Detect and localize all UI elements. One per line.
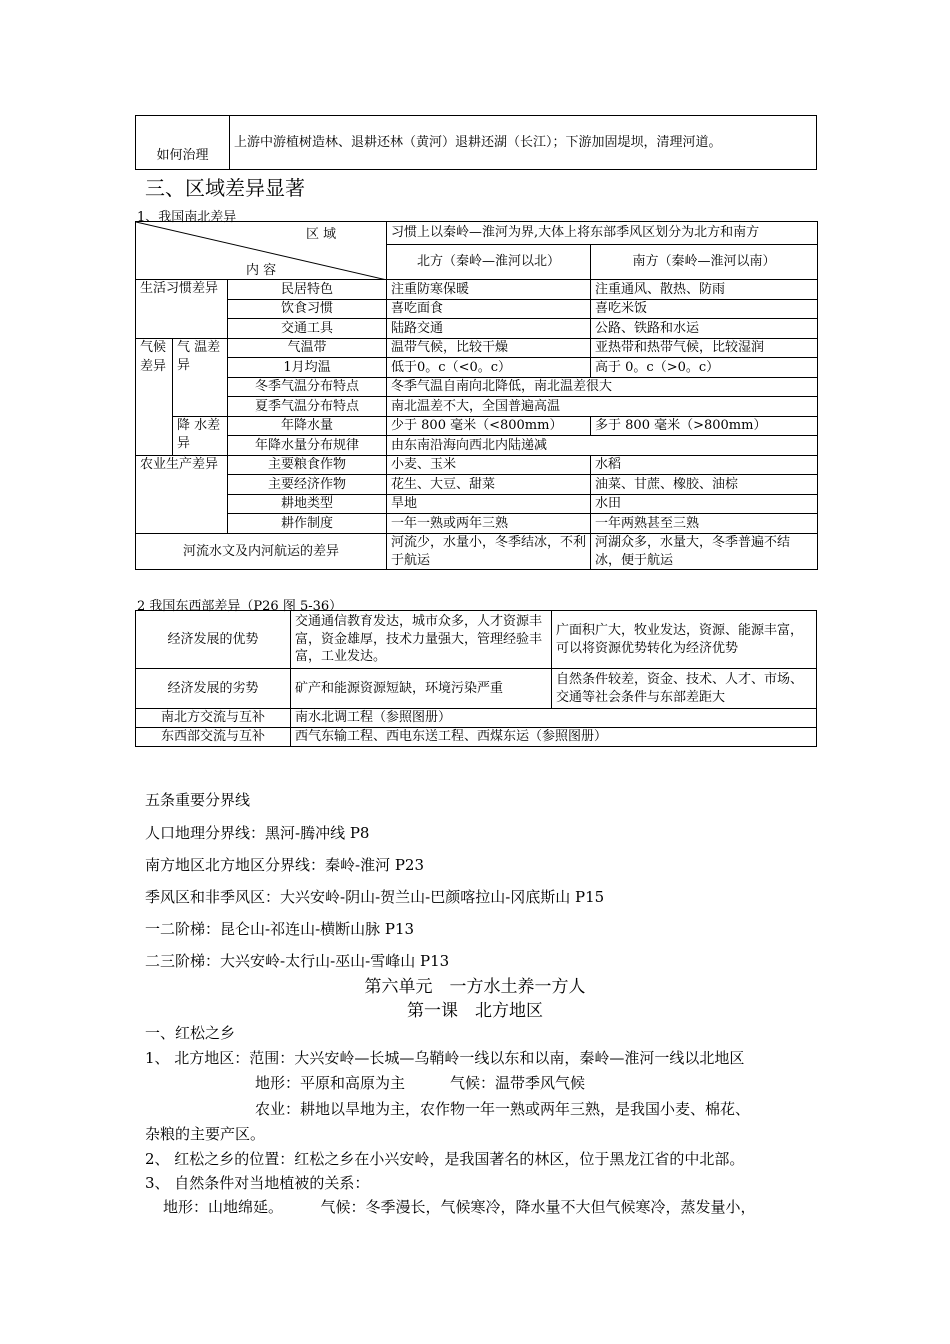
row-south: 高于 0。c（>0。c） xyxy=(591,358,818,378)
row-item: 耕作制度 xyxy=(228,514,387,534)
subtitle-east-west: 2 我国东西部差异（P26 图 5-36） xyxy=(137,599,343,614)
row-item: 饮食习惯 xyxy=(228,300,387,319)
boundary-line: 季风区和非季风区：大兴安岭-阴山-贺兰山-巴颜喀拉山-冈底斯山 P15 xyxy=(145,888,605,906)
ew-east: 交通通信教育发达，城市众多，人才资源丰富，资金雄厚，技术力量强大，管理经验丰富，工业发达。 xyxy=(291,611,552,669)
group-agriculture: 农业生产差异 xyxy=(136,456,228,534)
header-content: 内 容 xyxy=(246,263,277,278)
row-span: 冬季气温自南向北降低，南北温差很大 xyxy=(387,378,818,397)
boundary-line: 二三阶梯：大兴安岭-太行山-巫山-雪峰山 P13 xyxy=(145,952,450,970)
row-item: 年降水量分布规律 xyxy=(228,436,387,456)
row-span: 由东南沿海向西北内陆递减 xyxy=(387,436,818,456)
row-south: 水稻 xyxy=(591,456,818,475)
section-title: 三、区域差异显著 xyxy=(145,176,305,200)
river-south: 河湖众多，水量大，冬季普遍不结冰，便于航运 xyxy=(591,534,818,570)
paragraph: 2、 红松之乡的位置：红松之乡在小兴安岭，是我国著名的林区，位于黑龙江省的中北部。 xyxy=(145,1150,745,1168)
row-south: 喜吃米饭 xyxy=(591,300,818,319)
header-region: 区 域 xyxy=(306,227,337,242)
row-north: 小麦、玉米 xyxy=(387,456,591,475)
paragraph: 地形：山地绵延。 气候：冬季漫长，气候寒冷，降水量不大但气候寒冷，蒸发量小， xyxy=(163,1198,756,1216)
boundary-line: 人口地理分界线：黑河-腾冲线 P8 xyxy=(145,824,370,842)
row-north: 少于 800 毫米（<800mm） xyxy=(387,417,591,436)
boundary-line: 一二阶梯：昆仑山-祁连山-横断山脉 P13 xyxy=(145,920,415,938)
paragraph: 农业：耕地以旱地为主，农作物一年一熟或两年三熟，是我国小麦、棉花、 xyxy=(255,1100,751,1118)
river-north: 河流少，水量小，冬季结冰，不利于航运 xyxy=(387,534,591,570)
east-west-table xyxy=(135,610,817,747)
river-label: 河流水文及内河航运的差异 xyxy=(136,534,387,570)
ew-label: 经济发展的优势 xyxy=(136,611,291,669)
ew-east: 矿产和能源资源短缺，环境污染严重 xyxy=(291,669,552,709)
governance-value: 上游中游植树造林、退耕还林（黄河）退耕还湖（长江）；下游加固堤坝，清理河道。 xyxy=(230,116,817,170)
group-climate: 气候差异 xyxy=(136,339,173,456)
row-south: 公路、铁路和水运 xyxy=(591,319,818,339)
ew-label: 南北方交流与互补 xyxy=(136,709,291,728)
row-item: 民居特色 xyxy=(228,280,387,300)
ew-label: 东西部交流与互补 xyxy=(136,728,291,747)
row-south: 注重通风、散热、防雨 xyxy=(591,280,818,300)
lesson-title: 第一课 北方地区 xyxy=(407,1001,543,1021)
section-heading: 一、红松之乡 xyxy=(145,1024,236,1042)
header-description: 习惯上以秦岭—淮河为界,大体上将东部季风区划分为北方和南方 xyxy=(387,222,818,245)
paragraph: 1、 北方地区：范围：大兴安岭—长城—乌鞘岭一线以东和以南，秦岭—淮河一线以北地区 xyxy=(145,1049,745,1067)
row-item: 主要粮食作物 xyxy=(228,456,387,475)
sub-temperature: 气 温差异 xyxy=(173,339,228,417)
ew-west: 自然条件较差，资金、技术、人才、市场、交通等社会条件与东部差距大 xyxy=(552,669,817,709)
row-north: 喜吃面食 xyxy=(387,300,591,319)
row-south: 亚热带和热带气候，比较湿润 xyxy=(591,339,818,358)
ew-span: 西气东输工程、西电东送工程、西煤东运（参照图册） xyxy=(291,728,817,747)
sub-precipitation: 降 水差异 xyxy=(173,417,228,456)
row-south: 油菜、甘蔗、橡胶、油棕 xyxy=(591,475,818,495)
header-diagonal-cell xyxy=(136,222,387,280)
governance-label: 如何治理 xyxy=(136,116,230,170)
group-life: 生活习惯差异 xyxy=(136,280,228,339)
row-item: 主要经济作物 xyxy=(228,475,387,495)
ew-west: 广面积广大，牧业发达，资源、能源丰富，可以将资源优势转化为经济优势 xyxy=(552,611,817,669)
ew-label: 经济发展的劣势 xyxy=(136,669,291,709)
row-north: 注重防寒保暖 xyxy=(387,280,591,300)
row-north: 陆路交通 xyxy=(387,319,591,339)
header-north: 北方（秦岭—淮河以北） xyxy=(387,245,591,280)
boundary-lines-title: 五条重要分界线 xyxy=(145,791,251,809)
unit-title: 第六单元 一方水土养一方人 xyxy=(364,977,586,997)
row-span: 南北温差不大，全国普遍高温 xyxy=(387,397,818,417)
paragraph: 杂粮的主要产区。 xyxy=(145,1125,266,1143)
row-north: 花生、大豆、甜菜 xyxy=(387,475,591,495)
subtitle-north-south: 1、我国南北差异 xyxy=(137,210,237,225)
row-north: 旱地 xyxy=(387,495,591,514)
row-item: 气温带 xyxy=(228,339,387,358)
paragraph: 3、 自然条件对当地植被的关系： xyxy=(145,1174,370,1192)
row-item: 夏季气温分布特点 xyxy=(228,397,387,417)
north-south-table xyxy=(135,221,818,570)
row-item: 耕地类型 xyxy=(228,495,387,514)
row-item: 交通工具 xyxy=(228,319,387,339)
row-item: 冬季气温分布特点 xyxy=(228,378,387,397)
governance-table xyxy=(135,115,817,170)
ew-span: 南水北调工程（参照图册） xyxy=(291,709,817,728)
row-item: 1月均温 xyxy=(228,358,387,378)
row-item: 年降水量 xyxy=(228,417,387,436)
row-south: 一年两熟甚至三熟 xyxy=(591,514,818,534)
row-south: 多于 800 毫米（>800mm） xyxy=(591,417,818,436)
paragraph: 地形：平原和高原为主 气候：温带季风气候 xyxy=(255,1074,586,1092)
header-south: 南方（秦岭—淮河以南） xyxy=(591,245,818,280)
row-south: 水田 xyxy=(591,495,818,514)
row-north: 温带气候，比较干燥 xyxy=(387,339,591,358)
boundary-line: 南方地区北方地区分界线：秦岭-淮河 P23 xyxy=(145,856,425,874)
row-north: 低于0。c（<0。c） xyxy=(387,358,591,378)
row-north: 一年一熟或两年三熟 xyxy=(387,514,591,534)
